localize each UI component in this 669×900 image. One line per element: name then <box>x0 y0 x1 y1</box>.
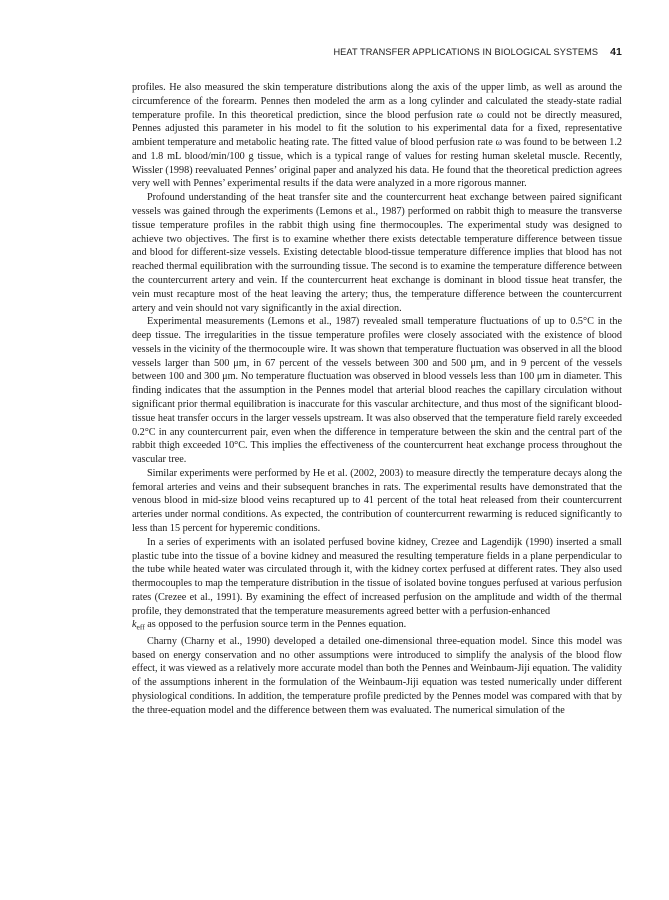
paragraph-6: Charny (Charny et al., 1990) developed a detailed one-dimensional three-equation model. Since this model was based on energy conservation and no other assumptions were introduced to simplify the analysis of the blood flow effect, it was viewed as a relatively more accurate model than both the Pennes and Weinbaum-Jiji equation. The validity of the assumptions inherent in the formulation of the Weinbaum-Jiji equation was tested numerically under different physiological conditions. In addition, the temperature profile predicted by the Pennes model was compared with that by the three-equation model and the difference between them was evaluated. The numerical simulation of the <box>132 635 622 716</box>
body-text <box>132 81 622 717</box>
keff-symbol: k <box>132 619 137 631</box>
paragraph-5: In a series of experiments with an isolated perfused bovine kidney, Crezee and Lagendijk (1990) inserted a small plastic tube into the tissue of a bovine kidney and measured the resulting temperature fields in a plane perpendicular to the tube while heated water was circulated through it, with the kidney cortex perfused at different rates. They also used thermocouples to map the temperature distribution in the tissue of isolated bovine tongues perfused at various perfusion rates (Crezee et al., 1991). By examining the effect of increased perfusion on the amplitude and width of the thermal profile, they demonstrated that the temperature measurements agreed better with a perfusion-enhanced <box>132 536 622 617</box>
page-number: 41 <box>610 46 622 58</box>
keff-subscript: eff <box>136 622 145 632</box>
keff-text: as opposed to the perfusion source term in the Pennes equation. <box>144 619 407 631</box>
running-title: HEAT TRANSFER APPLICATIONS IN BIOLOGICAL SYSTEMS <box>333 47 599 57</box>
paragraph-1: profiles. He also measured the skin temperature distributions along the axis of the upper limb, as well as around the circumference of the forearm. Pennes then modeled the arm as a long cylinder and calculated the steady-state radial temperature profile. In this theoretical prediction, since the blood perfusion rate ω could not be directly measured, Pennes adjusted this parameter in his model to fit the solution to his experimental data for a fixed, representative ambient temperature and metabolic heating rate. The fitted value of blood perfusion rate ω was found to be between 1.2 and 1.8 mL blood/min/100 g tissue, which is a typical range of values for resting human skeletal muscle. Recently, Wissler (1998) reevaluated Pennes’ original paper and analyzed his data. He found that the theoretical prediction agrees very well with Pennes’ experimental results if the data were analyzed in a more rigorous manner. <box>132 82 622 190</box>
running-header <box>132 46 622 58</box>
paragraph-3: Experimental measurements (Lemons et al., 1987) revealed small temperature fluctuations of up to 0.5°C in the deep tissue. The irregularities in the tissue temperature profiles were closely associated with the existence of blood vessels in the vicinity of the thermocouple wire. It was shown that temperature fluctuation was observed in all the blood vessels larger than 500 μm, in 67 percent of the vessels between 300 and 500 μm, and in 9 percent of the vessels between 100 and 300 μm. No temperature fluctuation was observed in blood vessels less than 100 μm in diameter. This finding indicates that the assumption in the Pennes model that arterial blood reaches the capillary circulation without significant prior thermal equilibration is inaccurate for this vascular architecture, and thus most of the significant blood-tissue heat transfer occurs in the larger vessels upstream. It was also observed that the temperature field rarely exceeded 0.2°C in any countercurrent pair, even when the difference in temperature between the skin and the central part of the rabbit thigh exceeded 10°C. This implies the effectiveness of the countercurrent heat exchange process throughout the vascular tree. <box>132 316 622 466</box>
keff-line <box>132 618 622 634</box>
paragraph-4: Similar experiments were performed by He et al. (2002, 2003) to measure directly the temperature decays along the femoral arteries and veins and their subsequent branches in rats. The experimental results have demonstrated that the venous blood in mid-size blood veins recaptured up to 41 percent of the total heat released from their countercurrent arteries under normal conditions. As expected, the contribution of countercurrent rewarming is reduced significantly to less than 15 percent for hyperemic conditions. <box>132 467 622 534</box>
paragraph-2: Profound understanding of the heat transfer site and the countercurrent heat exchange between paired significant vessels was gained through the experiments (Lemons et al., 1987) performed on rabbit thigh to measure the transverse tissue temperature profiles in the rabbit thigh using fine thermocouples. The experimental study was designed to achieve two objectives. The first is to examine whether there exists detectable temperature difference between tissue and blood for different-size vessels. Existing detectable blood-tissue temperature difference implies that blood has not reached thermal equilibration with the surrounding tissue. The second is to examine the temperature difference between the countercurrent artery and vein. If the countercurrent heat exchange is dominant in blood tissue heat transfer, the vein must recapture most of the heat leaving the artery; thus, the temperature difference between the countercurrent artery and vein should not vary significantly in the axial direction. <box>132 192 622 314</box>
